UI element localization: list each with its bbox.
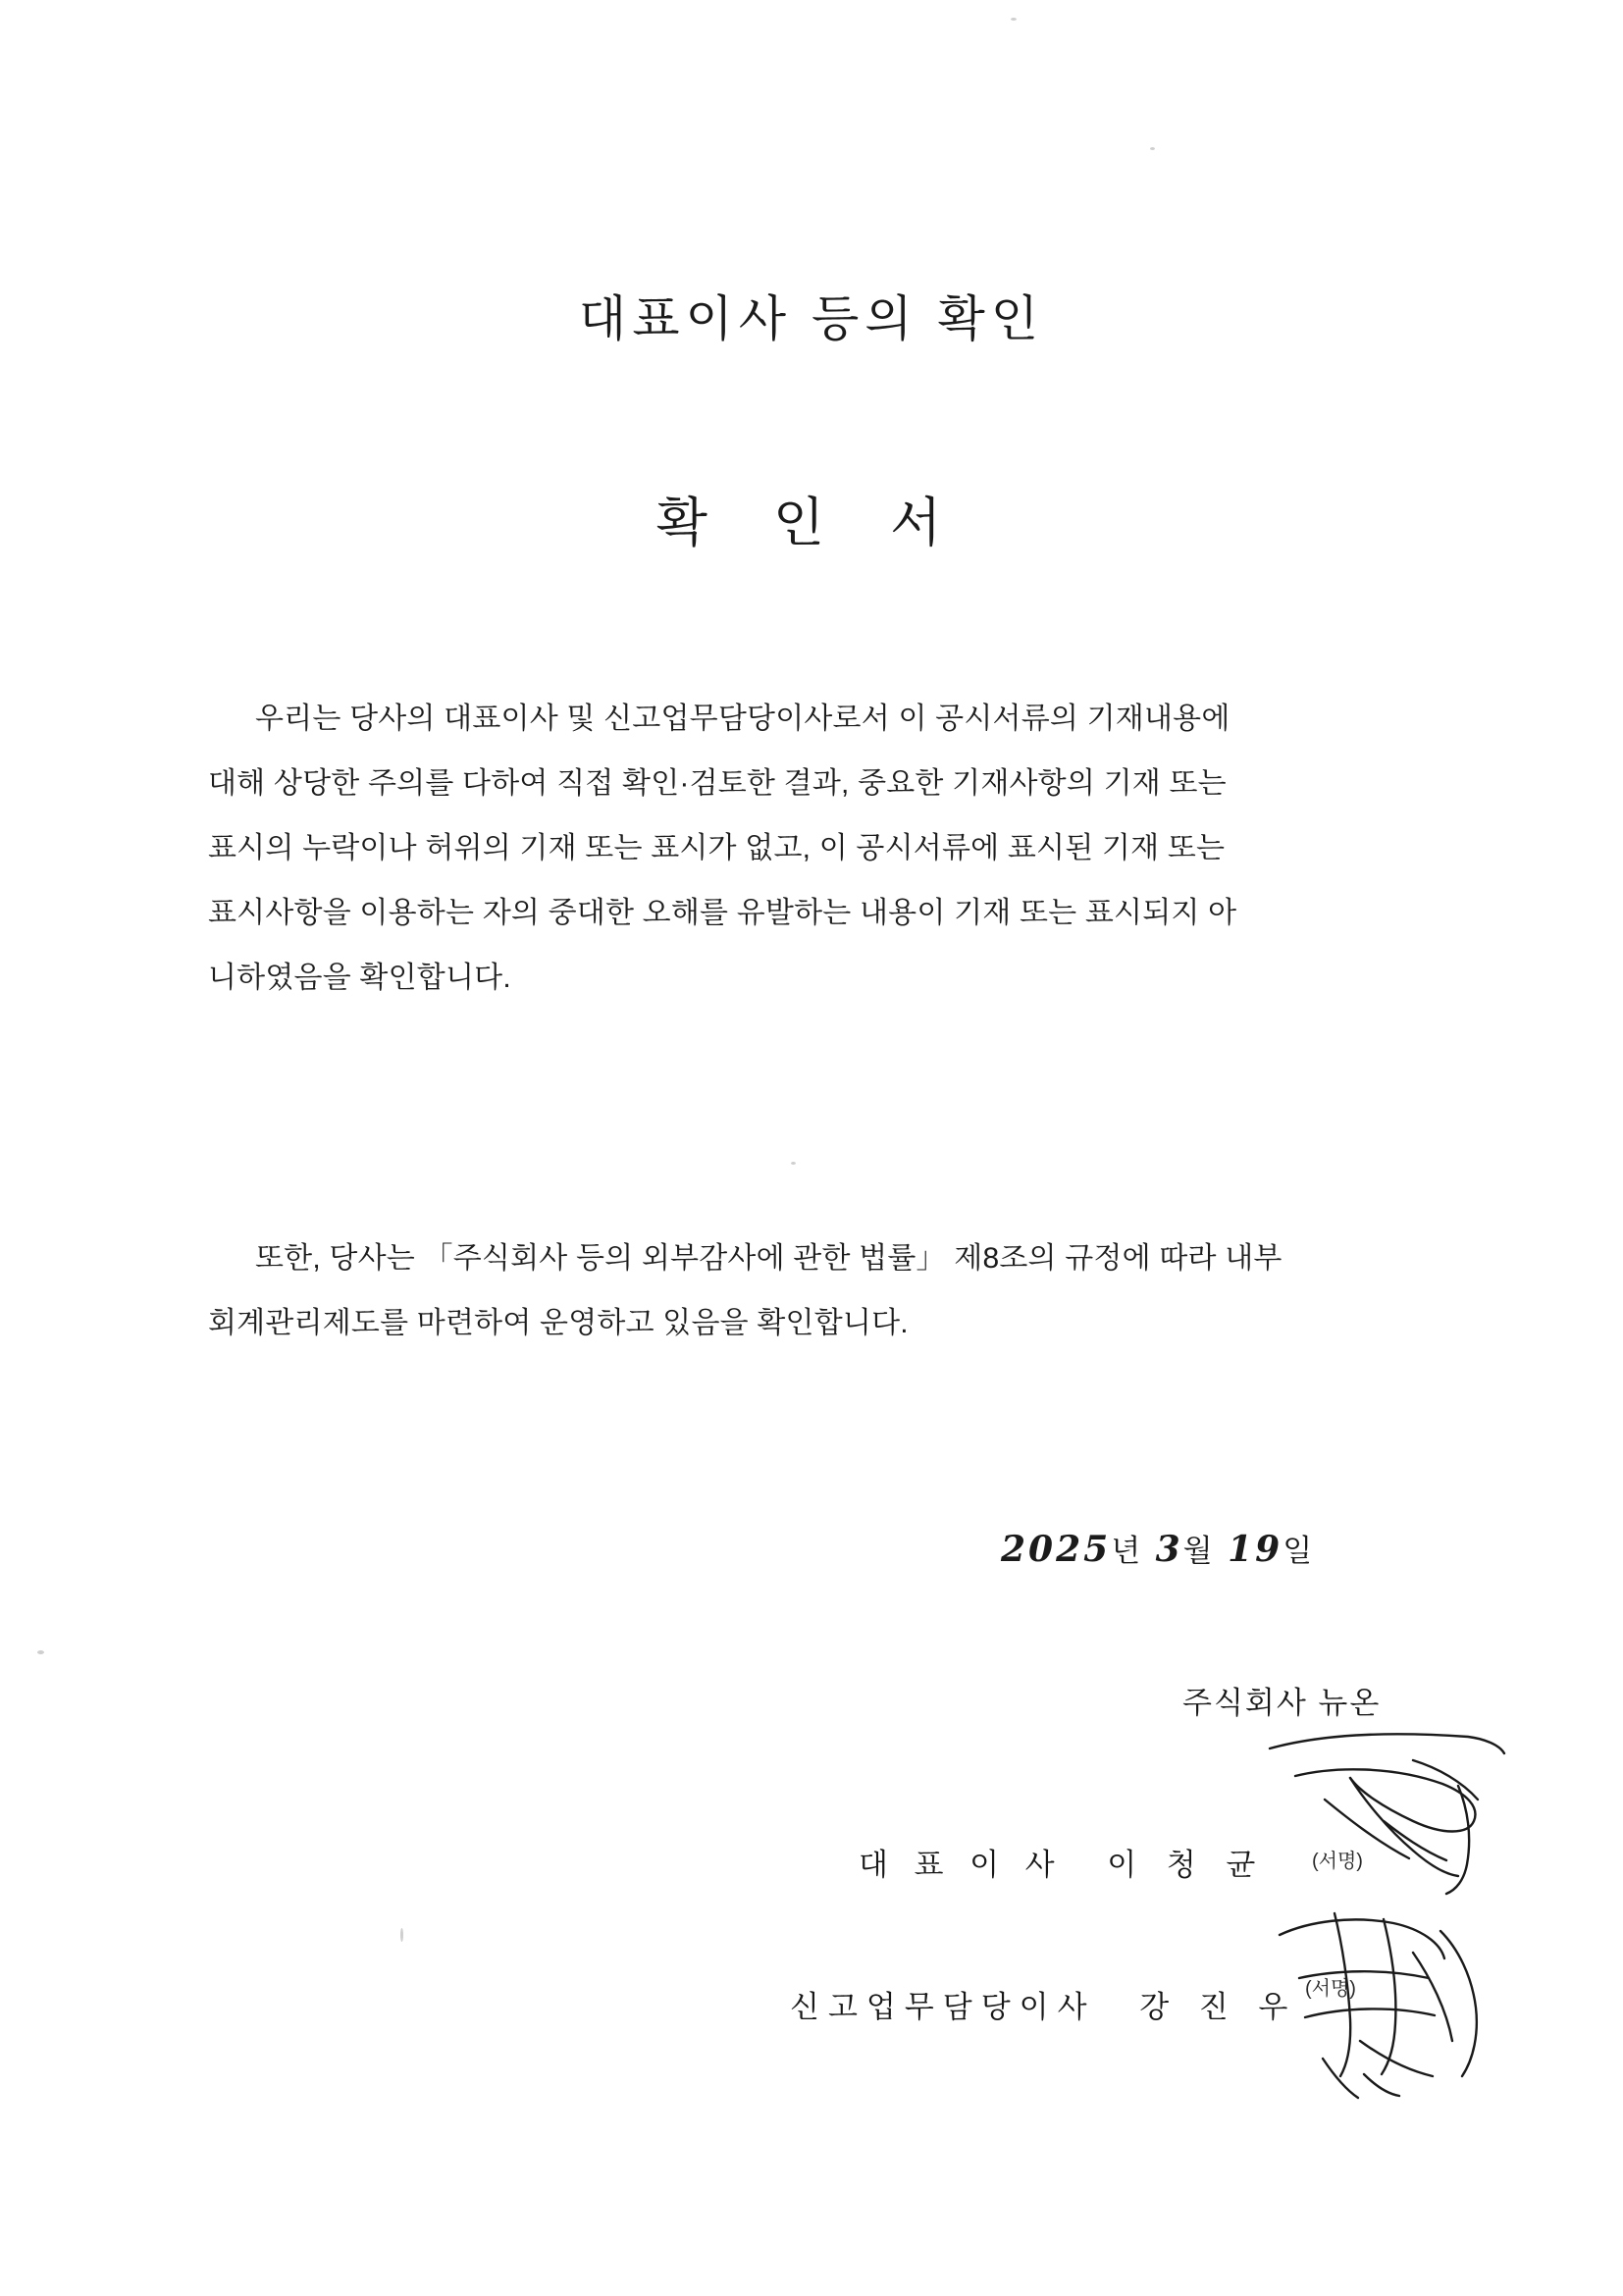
confirmation-paragraph-2 — [208, 1226, 1420, 1356]
date-day-unit: 일 — [1283, 1534, 1316, 1568]
date-month-unit: 월 — [1182, 1534, 1216, 1568]
date-day: 19 — [1228, 1529, 1283, 1570]
paragraph-line: 우리는 당사의 대표이사 및 신고업무담당이사로서 이 공시서류의 기재내용에 — [255, 703, 1230, 735]
document-heading: 대표이사 등의 확인 — [578, 291, 1045, 346]
seal-label-ceo: (서명) — [1312, 1851, 1363, 1872]
document-subtitle: 확 인 서 — [655, 494, 968, 552]
signature-name-officer: 강 진 우 — [1139, 1990, 1299, 2024]
scan-speck — [400, 1928, 403, 1942]
date-month: 3 — [1155, 1529, 1183, 1570]
paragraph-line: 대해 상당한 주의를 다하여 직접 확인·검토한 결과, 중요한 기재사항의 기재 또는 — [208, 767, 1227, 800]
paragraph-line: 회계관리제도를 마련하여 운영하고 있음을 확인합니다. — [208, 1307, 909, 1339]
date-year-unit: 년 — [1111, 1534, 1144, 1568]
paragraph-line: 니하였음을 확인합니다. — [208, 962, 511, 994]
signature-row-officer — [790, 1982, 1298, 2026]
handwritten-signature-officer — [1266, 1894, 1511, 2110]
scan-speck — [1150, 147, 1155, 150]
signature-row-ceo — [859, 1840, 1266, 1884]
paragraph-line: 또한, 당사는 「주식회사 등의 외부감사에 관한 법률」 제8조의 규정에 따라 내부 — [255, 1242, 1283, 1275]
signature-name-ceo: 이 청 균 — [1107, 1848, 1267, 1882]
signature-title-officer: 신고업무담당이사 — [790, 1990, 1096, 2024]
date-year: 2025 — [1001, 1529, 1112, 1570]
paragraph-line: 표시의 누락이나 허위의 기재 또는 표시가 없고, 이 공시서류에 표시된 기재 또는 — [208, 832, 1226, 864]
scan-speck — [1011, 18, 1017, 21]
handwritten-signature-ceo — [1266, 1727, 1511, 1904]
scan-speck — [37, 1650, 44, 1654]
paragraph-line: 표시사항을 이용하는 자의 중대한 오해를 유발하는 내용이 기재 또는 표시되지 아 — [208, 897, 1237, 929]
signature-title-ceo: 대 표 이 사 — [859, 1848, 1064, 1882]
confirmation-paragraph-1 — [208, 687, 1420, 1011]
scan-speck — [791, 1162, 796, 1165]
company-name: 주식회사 뉴온 — [1182, 1686, 1382, 1720]
signature-date — [1001, 1526, 1315, 1570]
seal-label-officer: (서명) — [1305, 1978, 1356, 2000]
